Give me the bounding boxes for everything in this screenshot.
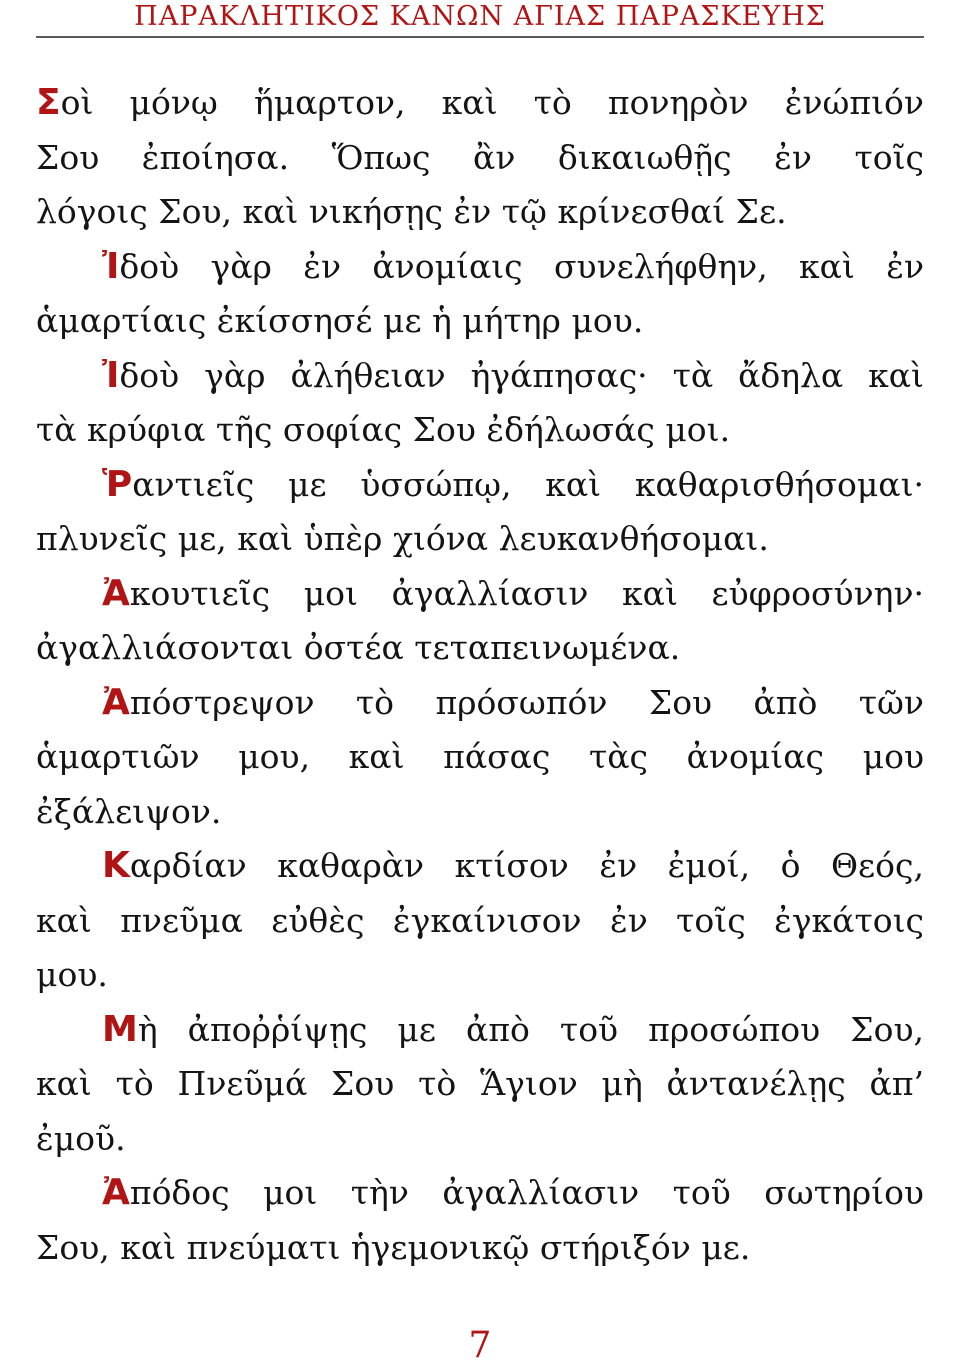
verse-line (36, 839, 924, 894)
verse-line: ἐμοῦ. (36, 1118, 126, 1158)
verse-line (36, 567, 924, 622)
verse-line-text: ὴ ἀποῤῥίψῃς με ἀπὸ τοῦ προσώπου Σου, (137, 1009, 924, 1049)
verse-line (36, 1166, 924, 1221)
verse-line: Σου ἐποίησα. Ὅπως ἂν δικαιωθῇς ἐν τοῖς (36, 137, 924, 177)
document-body (36, 76, 924, 1275)
drop-initial: Κ (102, 845, 130, 886)
verse-line: μου. (36, 955, 108, 994)
verse-line: τὰ κρύφια τῆς σοφίας Σου ἐδήλωσάς μοι. (36, 410, 731, 449)
verse-line-text: πόδος μοι τὴν ἀγαλλίασιν τοῦ σωτηρίου (129, 1173, 924, 1212)
verse-7 (36, 839, 924, 1003)
header-divider (36, 36, 924, 38)
drop-initial: Ἰ (102, 354, 120, 396)
verse-3 (36, 349, 924, 458)
page-header (0, 0, 960, 38)
verse-line (36, 349, 924, 404)
drop-initial: Σ (36, 82, 61, 123)
verse-line: ἐξάλειψον. (36, 791, 222, 831)
drop-initial: Ἰ (102, 245, 120, 287)
drop-initial: Ἀ (102, 572, 130, 614)
verse-8 (36, 1003, 924, 1167)
verse-line: ἀγαλλιάσονται ὀστέα τεταπεινωμένα. (36, 628, 681, 667)
verse-line: ἁμαρτιῶν μου, καὶ πάσας τὰς ἀνομίας μου (36, 737, 924, 776)
verse-line: λόγοις Σου, καὶ νικήσῃς ἐν τῷ κρίνεσθαί Σε. (36, 192, 787, 231)
drop-initial: Ἀ (102, 1172, 130, 1213)
verse-6 (36, 676, 924, 840)
verse-line: Σου, καὶ πνεύματι ἡγεμονικῷ στήριξόν με. (36, 1227, 751, 1267)
verse-line-text: δοὺ γὰρ ἀλήθειαν ἠγάπησας· τὰ ἄδηλα καὶ (119, 355, 924, 395)
verse-4 (36, 458, 924, 567)
verse-2 (36, 240, 924, 349)
verse-line: καὶ τὸ Πνεῦμά Σου τὸ Ἅγιον μὴ ἀντανέλῃς ἀπ’ (36, 1064, 924, 1103)
drop-initial: Ἀ (102, 681, 130, 723)
verse-line (36, 76, 924, 131)
verse-line (36, 240, 924, 295)
verse-line-text: αντιεῖς με ὑσσώπῳ, καὶ καθαρισθήσομαι· (132, 464, 924, 504)
verse-5 (36, 567, 924, 676)
verse-line (36, 1003, 924, 1058)
page-number: 7 (468, 1325, 492, 1366)
verse-line: ἁμαρτίαις ἐκίσσησέ με ἡ μήτηρ μου. (36, 301, 644, 340)
verse-line: καὶ πνεῦμα εὐθὲς ἐγκαίνισον ἐν τοῖς ἐγκάτοις (36, 900, 924, 940)
verse-9 (36, 1166, 924, 1275)
verse-line (36, 458, 924, 513)
verse-1 (36, 76, 924, 240)
page-title: ΠΑΡΑΚΛΗΤΙΚΟΣ ΚΑΝΩΝ ΑΓΙΑΣ ΠΑΡΑΣΚΕΥΗΣ (134, 1, 826, 32)
verse-line-text: δοὺ γὰρ ἐν ἀνομίαις συνελήφθην, καὶ ἐν (119, 246, 924, 286)
verse-line-text: αρδίαν καθαρὰν κτίσον ἐν ἐμοί, ὁ Θεός, (129, 846, 924, 885)
verse-line-text: οὶ μόνῳ ἥμαρτον, καὶ τὸ πονηρὸν ἐνώπιόν (60, 83, 924, 122)
drop-initial: Ῥ (102, 463, 133, 505)
verse-line (36, 676, 924, 731)
verse-line: πλυνεῖς με, καὶ ὑπὲρ χιόνα λευκανθήσομαι. (36, 519, 769, 558)
verse-line-text: κουτιεῖς μοι ἀγαλλίασιν καὶ εὐφροσύνην· (129, 573, 924, 613)
verse-line-text: πόστρεψον τὸ πρόσωπόν Σου ἀπὸ τῶν (129, 682, 924, 722)
drop-initial: Μ (102, 1008, 138, 1050)
